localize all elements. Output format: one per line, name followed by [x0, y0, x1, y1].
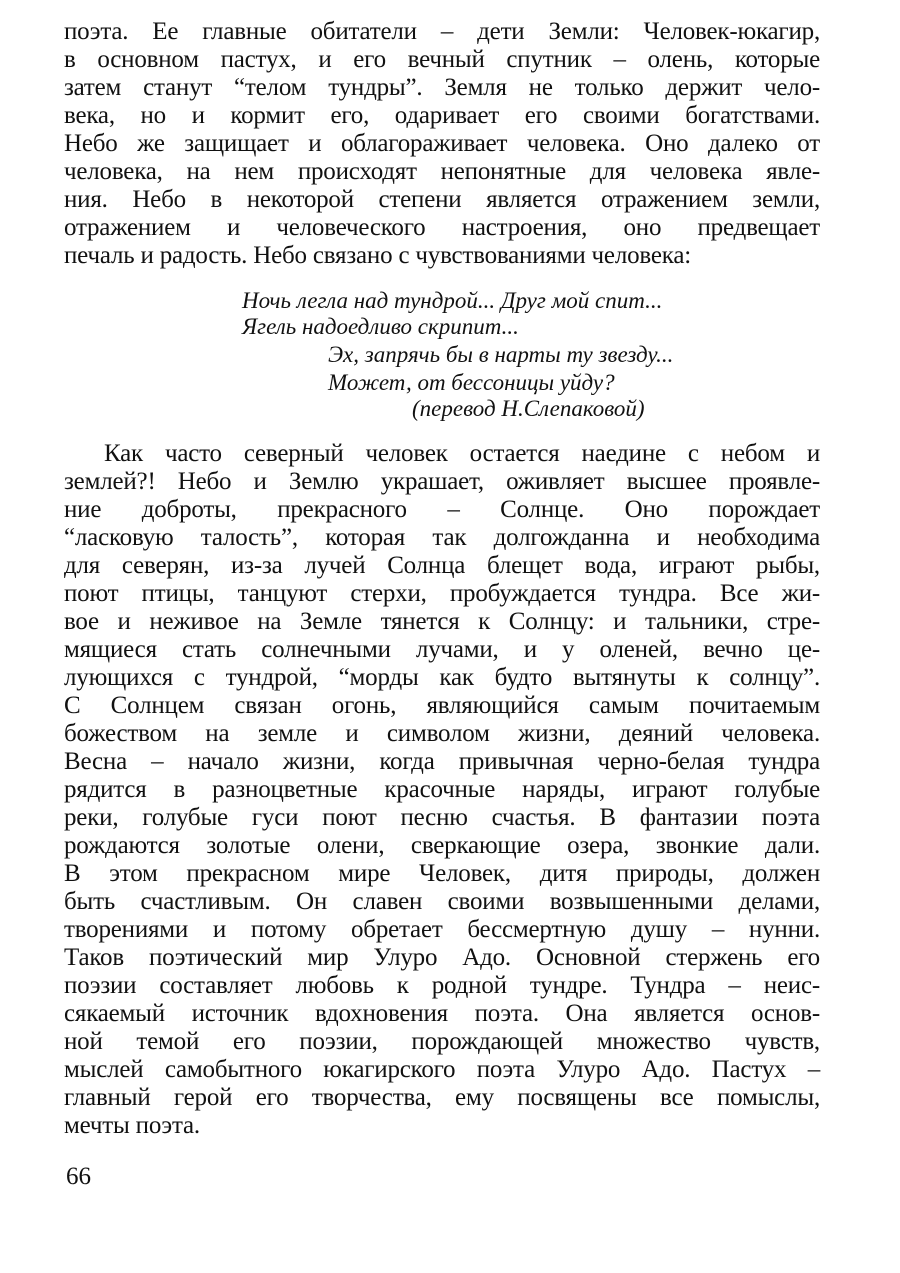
- text-line: главный герой его творчества, ему посвящены все помыслы,: [64, 1084, 820, 1111]
- text-line: рождаются золотые олени, сверкающие озера, звонкие дали.: [64, 832, 820, 859]
- text-line: в основном пастух, и его вечный спутник – олень, которые: [64, 46, 820, 73]
- text-line: века, но и кормит его, одаривает его своими богатствами.: [64, 102, 820, 129]
- text-line: рядится в разноцветные красочные наряды, играют голубые: [64, 776, 820, 803]
- verse-line: Ночь легла над тундрой... Друг мой спит...: [242, 288, 663, 313]
- text-line: печаль и радость. Небо связано с чувствованиями человека:: [64, 242, 691, 269]
- text-line: творениями и потому обретает бессмертную душу – нунни.: [64, 916, 820, 943]
- text-line: С Солнцем связан огонь, являющийся самым почитаемым: [64, 692, 820, 719]
- text-line: Весна – начало жизни, когда привычная черно-белая тундра: [64, 748, 820, 775]
- text-line: вое и неживое на Земле тянется к Солнцу: и тальники, стре-: [64, 608, 820, 635]
- translator-credit: (перевод Н.Слепаковой): [412, 396, 645, 421]
- text-line: поют птицы, танцуют стерхи, пробуждается тундра. Все жи-: [64, 580, 820, 607]
- text-line: ния. Небо в некоторой степени является отражением земли,: [64, 186, 820, 213]
- text-line: отражением и человеческого настроения, оно предвещает: [64, 214, 820, 241]
- text-line: сякаемый источник вдохновения поэта. Она является основ-: [64, 1000, 820, 1027]
- text-line: быть счастливым. Он славен своими возвышенными делами,: [64, 888, 820, 915]
- verse-line: Эх, запрячь бы в нарты ту звезду...: [328, 342, 674, 367]
- text-line: мыслей самобытного юкагирского поэта Улуро Адо. Пастух –: [64, 1056, 820, 1083]
- verse-line: Может, от бессоницы уйду?: [328, 370, 615, 395]
- text-line: В этом прекрасном мире Человек, дитя природы, должен: [64, 860, 820, 887]
- text-line: поэзии составляет любовь к родной тундре. Тундра – неис-: [64, 972, 820, 999]
- text-line: землей?! Небо и Землю украшает, оживляет высшее проявле-: [64, 468, 820, 495]
- text-line: для северян, из-за лучей Солнца блещет вода, играют рыбы,: [64, 552, 820, 579]
- text-line: мящиеся стать солнечными лучами, и у оленей, вечно це-: [64, 636, 820, 663]
- text-line: человека, на нем происходят непонятные для человека явле-: [64, 158, 820, 185]
- text-line: ние доброты, прекрасного – Солнце. Оно порождает: [64, 496, 820, 523]
- text-line: ной темой его поэзии, порождающей множество чувств,: [64, 1028, 820, 1055]
- text-line: Небо же защищает и облагораживает человека. Оно далеко от: [64, 130, 820, 157]
- verse-line: Ягель надоедливо скрипит...: [242, 314, 519, 339]
- page-number: 66: [66, 1163, 91, 1190]
- text-line: затем станут “телом тундры”. Земля не только держит чело-: [64, 74, 820, 101]
- text-line: реки, голубые гуси поют песню счастья. В фантазии поэта: [64, 804, 820, 831]
- text-line: божеством на земле и символом жизни, деяний человека.: [64, 720, 820, 747]
- text-line: поэта. Ее главные обитатели – дети Земли: Человек-юкагир,: [64, 18, 820, 45]
- text-line: Как часто северный человек остается наедине с небом и: [104, 440, 820, 467]
- text-line: мечты поэта.: [64, 1112, 200, 1139]
- text-line: “ласковую талость”, которая так долгожданна и необходима: [64, 524, 820, 551]
- text-line: Таков поэтический мир Улуро Адо. Основной стержень его: [64, 944, 820, 971]
- text-line: лующихся с тундрой, “морды как будто вытянуты к солнцу”.: [64, 664, 820, 691]
